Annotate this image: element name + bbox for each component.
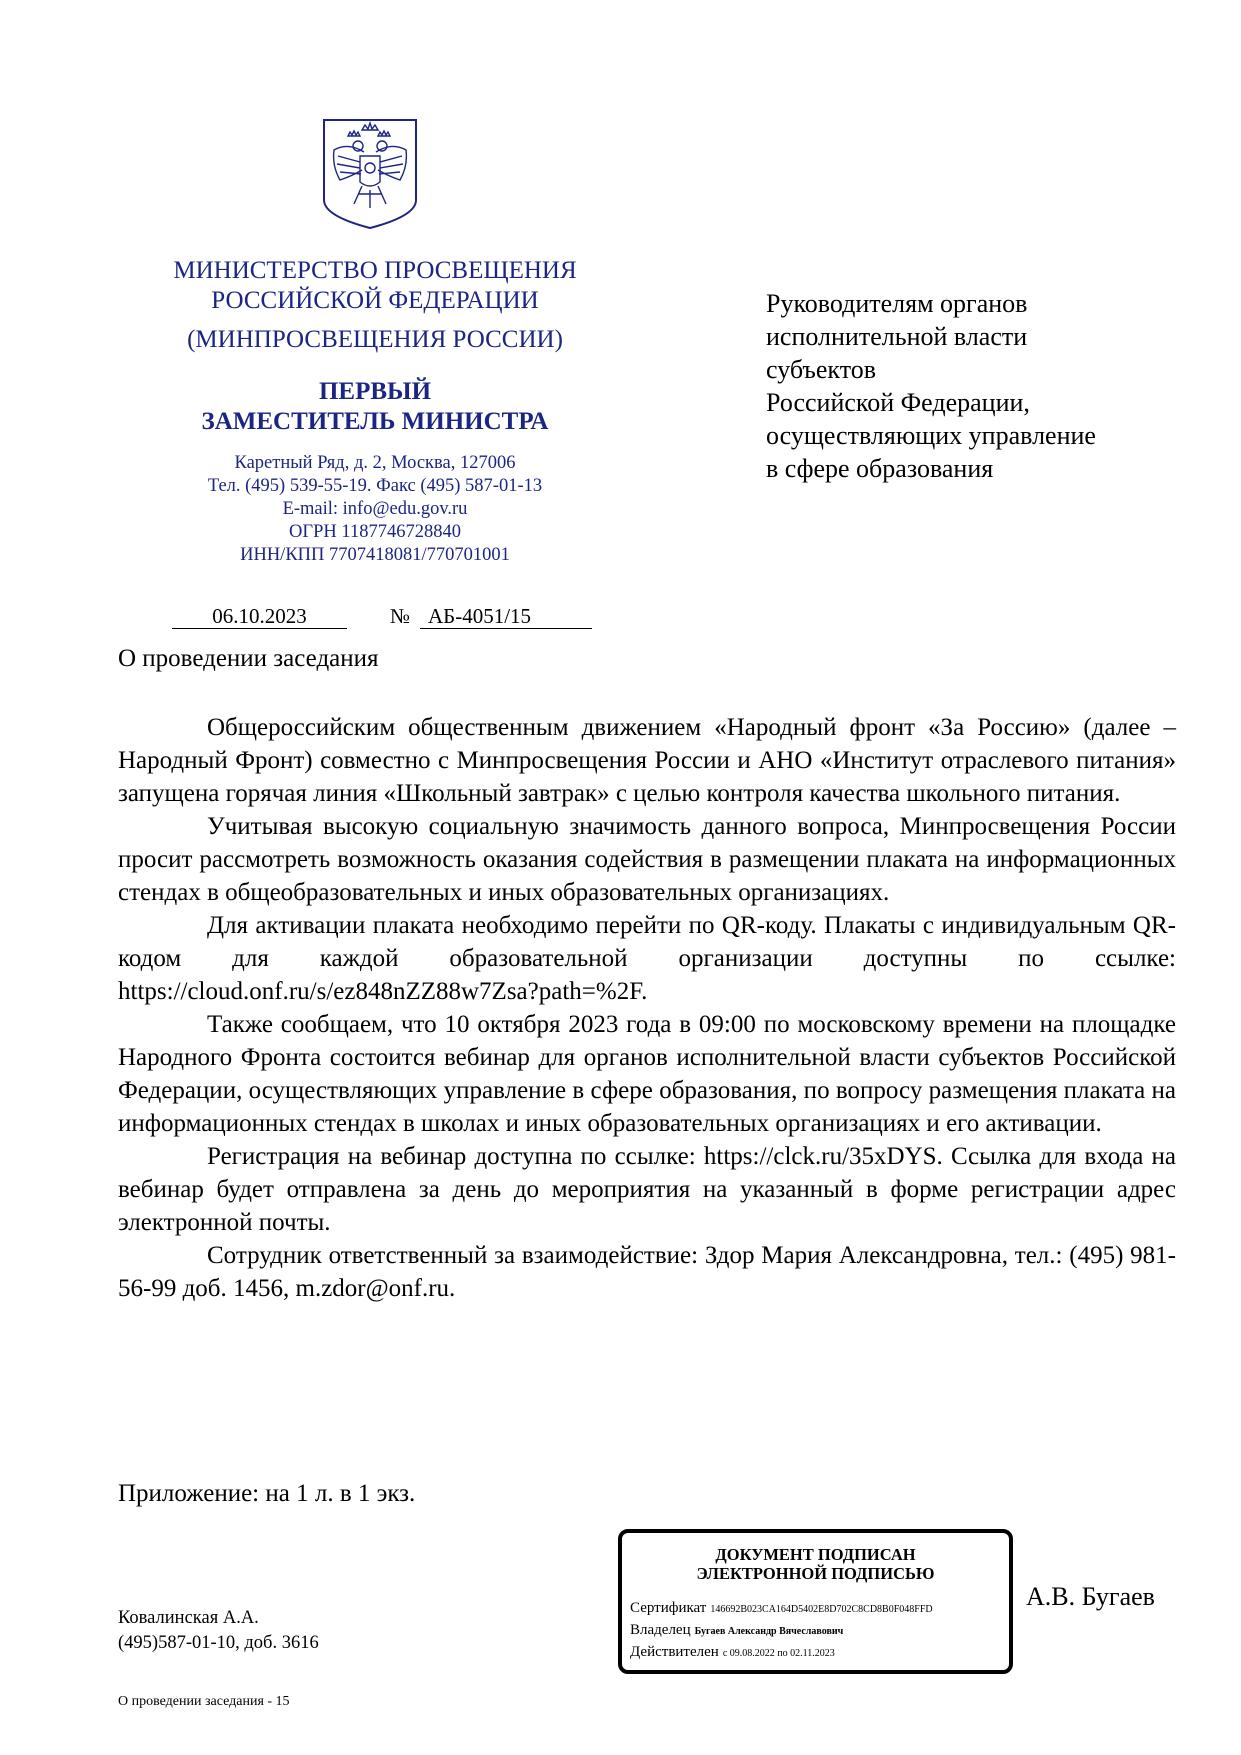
phone-fax: Тел. (495) 539-55-19. Факс (495) 587-01-13 bbox=[207, 476, 543, 496]
stamp-title bbox=[622, 1545, 1009, 1583]
recipient-block bbox=[766, 287, 1186, 485]
owner-row bbox=[630, 1621, 843, 1639]
body-paragraph: Учитывая высокую социальную значимость данного вопроса, Минпросвещения России просит рассмотреть возможность оказания содействия в размещении плаката на информационных стендах в общеобразовательных и иных образовательных организациях. bbox=[118, 813, 1176, 906]
number-sign: № bbox=[390, 604, 411, 628]
stamp-title-line2: ЭЛЕКТРОННОЙ ПОДПИСЬЮ bbox=[696, 1564, 935, 1583]
executor-name: Ковалинская А.А. bbox=[118, 1608, 259, 1628]
address: Каретный Ряд, д. 2, Москва, 127006 bbox=[234, 453, 516, 473]
letter-subject: О проведении заседания bbox=[118, 645, 379, 672]
ogrn: ОГРН 1187746728840 bbox=[289, 522, 461, 542]
position-line2: ЗАМЕСТИТЕЛЬ МИНИСТРА bbox=[201, 408, 549, 435]
recipient-line: в сфере образования bbox=[766, 454, 994, 483]
ministry-contacts bbox=[130, 452, 620, 567]
ministry-name bbox=[130, 256, 620, 355]
validity-label: Действителен bbox=[630, 1644, 719, 1660]
owner-label: Владелец bbox=[630, 1622, 691, 1638]
page-footer: О проведении заседания - 15 bbox=[118, 1694, 290, 1709]
document-date: 06.10.2023 bbox=[172, 604, 347, 629]
owner-value: Бугаев Александр Вячеславович bbox=[694, 1626, 844, 1637]
executor-info bbox=[118, 1606, 319, 1656]
body-paragraph: Для активации плаката необходимо перейти по QR-коду. Плакаты с индивидуальным QR-кодом для каждой образовательной организации доступны по ссылке: https://cloud.onf.ru/s/ez848nZZ88w7Zsa?path=%2F. bbox=[118, 912, 1176, 1005]
signer-name: А.В. Бугаев bbox=[1026, 1582, 1155, 1611]
recipient-line: Российской Федерации, bbox=[766, 388, 1030, 417]
inn-kpp: ИНН/КПП 7707418081/770701001 bbox=[240, 545, 510, 565]
position-line1: ПЕРВЫЙ bbox=[318, 378, 432, 405]
executor-phone: (495)587-01-10, доб. 3616 bbox=[118, 1633, 319, 1653]
recipient-line: Руководителям органов bbox=[766, 289, 1028, 318]
letter-body bbox=[118, 711, 1176, 1305]
ministry-abbreviation: (МИНПРОСВЕЩЕНИЯ РОССИИ) bbox=[187, 326, 563, 353]
document-number: АБ-4051/15 bbox=[420, 604, 592, 629]
recipient-line: осуществляющих управление bbox=[766, 421, 1096, 450]
certificate-label: Сертификат bbox=[630, 1600, 707, 1616]
coat-of-arms-icon bbox=[318, 116, 422, 232]
body-paragraph: Общероссийским общественным движением «Народный фронт «За Россию» (далее – Народный Фронт) совместно с Минпросвещения России и АНО «Институт отраслевого питания» запущена горячая линия «Школьный завтрак» с целью контроля качества школьного питания. bbox=[118, 714, 1176, 807]
ministry-name-line2: РОССИЙСКОЙ ФЕДЕРАЦИИ bbox=[211, 287, 539, 314]
body-paragraph: Также сообщаем, что 10 октября 2023 года в 09:00 по московскому времени на площадке Народного Фронта состоится вебинар для органов исполнительной власти субъектов Российской Федерации, осуществляющих управление в сфере образования, по вопросу размещения плаката на информационных стендах в школах и иных образовательных организациях и его активации. bbox=[118, 1011, 1176, 1137]
recipient-line: субъектов bbox=[766, 355, 877, 384]
ministry-name-line1: МИНИСТЕРСТВО ПРОСВЕЩЕНИЯ bbox=[173, 257, 577, 284]
recipient-line: исполнительной власти bbox=[766, 322, 1028, 351]
sender-position bbox=[130, 377, 620, 437]
stamp-title-line1: ДОКУМЕНТ ПОДПИСАН bbox=[715, 1545, 916, 1564]
registration-line bbox=[130, 604, 650, 630]
email: E-mail: info@edu.gov.ru bbox=[282, 499, 468, 519]
certificate-value: 146692B023CA164D5402E8D702C8CD8B0F048FFD bbox=[710, 1604, 933, 1615]
validity-row bbox=[630, 1643, 835, 1661]
attachment-note: Приложение: на 1 л. в 1 экз. bbox=[118, 1480, 416, 1507]
body-paragraph: Регистрация на вебинар доступна по ссылке: https://clck.ru/35xDYS. Ссылка для входа на вебинар будет отправлена за день до мероприятия на указанный в форме регистрации адрес электронной почты. bbox=[118, 1143, 1176, 1236]
body-paragraph: Сотрудник ответственный за взаимодействие: Здор Мария Александровна, тел.: (495) 981-56-99 доб. 1456, m.zdor@onf.ru. bbox=[118, 1242, 1176, 1302]
electronic-signature-stamp bbox=[618, 1529, 1013, 1674]
validity-value: с 09.08.2022 по 02.11.2023 bbox=[722, 1648, 835, 1659]
certificate-row bbox=[630, 1599, 933, 1617]
